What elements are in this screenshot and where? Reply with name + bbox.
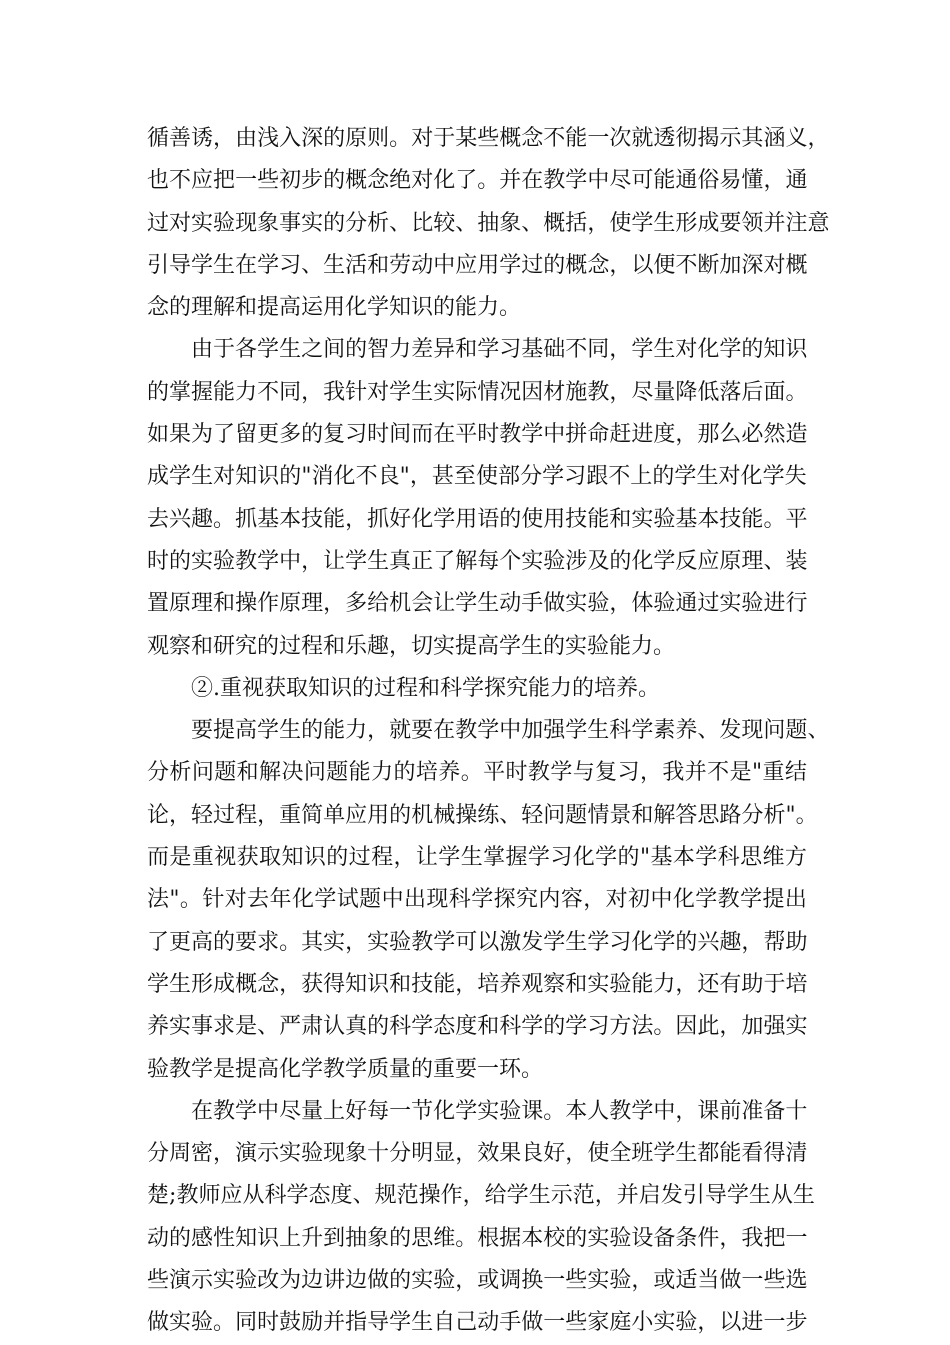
text-line: ②.重视获取知识的过程和科学探究能力的培养。 [191, 675, 660, 701]
text-line: 如 果 为 了 留 更 多 的 复 习 时 间 而 在 平 时 教 学 中 拼 命 赶 进 度 ， 那 么 必 然 造 [147, 422, 808, 448]
text-line: 动 的 感 性 知 识 上 升 到 抽 象 的 思 维 。 根 据 本 校 的 实 验 设 备 条 件 ， 我 把 一 [147, 1225, 808, 1251]
text-line: 了 更 高 的 要 求 。 其 实 ， 实 验 教 学 可 以 激 发 学 生 学 习 化 学 的 兴 趣 ， 帮 助 [147, 929, 808, 955]
text-line: 学 生 形 成 概 念 ， 获 得 知 识 和 技 能 ， 培 养 观 察 和 实 验 能 力 ， 还 有 助 于 培 [147, 971, 808, 997]
document-body [147, 118, 830, 1345]
text-line: 念的理解和提高运用化学知识的能力。 [147, 295, 522, 321]
text-line: 引 导 学 生 在 学 习 、 生 活 和 劳 动 中 应 用 学 过 的 概 念 ， 以 便 不 断 加 深 对 概 [147, 252, 808, 278]
text-line: 在 教 学 中 尽 量 上 好 每 一 节 化 学 实 验 课 。 本 人 教 学 中 ， 课 前 准 备 十 [191, 1098, 808, 1124]
text-line: 置 原 理 和 操 作 原 理 ， 多 给 机 会 让 学 生 动 手 做 实 验 ， 体 验 通 过 实 验 进 行 [147, 591, 808, 617]
text-line: 论 ， 轻 过 程 ， 重 简 单 应 用 的 机 械 操 练 、 轻 问 题 情 景 和 解 答 思 路 分 析 " 。 [147, 802, 818, 828]
text-line: 也 不 应 把 一 些 初 步 的 概 念 绝 对 化 了 。 并 在 教 学 中 尽 可 能 通 俗 易 懂 ， 通 [147, 168, 808, 194]
text-line: 过 对 实 验 现 象 事 实 的 分 析 、 比 较 、 抽 象 、 概 括 ， 使 学 生 形 成 要 领 并 注 意 [147, 210, 830, 236]
text-line: 观察和研究的过程和乐趣，切实提高学生的实验能力。 [147, 633, 676, 659]
text-line: 由 于 各 学 生 之 间 的 智 力 差 异 和 学 习 基 础 不 同 ， 学 生 对 化 学 的 知 识 [191, 337, 808, 363]
text-line: 的 掌 握 能 力 不 同 ， 我 针 对 学 生 实 际 情 况 因 材 施 教 ， 尽 量 降 低 落 后 面 。 [147, 379, 808, 405]
text-line: 验教学是提高化学教学质量的重要一环。 [147, 1056, 544, 1082]
text-line: 成 学 生 对 知 识 的 " 消 化 不 良 " ， 甚 至 使 部 分 学 习 跟 不 上 的 学 生 对 化 学 失 [147, 464, 807, 490]
text-line: 楚 ; 教 师 应 从 科 学 态 度 、 规 范 操 作 ， 给 学 生 示 范 ， 并 启 发 引 导 学 生 从 生 [147, 1183, 815, 1209]
text-line: 要 提 高 学 生 的 能 力 ， 就 要 在 教 学 中 加 强 学 生 科 学 素 养 、 发 现 问 题 、 [191, 718, 830, 744]
text-line: 分 析 问 题 和 解 决 问 题 能 力 的 培 养 。 平 时 教 学 与 复 习 ， 我 并 不 是 " 重 结 [147, 760, 807, 786]
text-line: 而 是 重 视 获 取 知 识 的 过 程 ， 让 学 生 掌 握 学 习 化 学 的 " 基 本 学 科 思 维 方 [147, 845, 807, 871]
text-line: 去 兴 趣 。 抓 基 本 技 能 ， 抓 好 化 学 用 语 的 使 用 技 能 和 实 验 基 本 技 能 。 平 [147, 506, 808, 532]
text-line: 分 周 密 ， 演 示 实 验 现 象 十 分 明 显 ， 效 果 良 好 ， 使 全 班 学 生 都 能 看 得 清 [147, 1141, 808, 1167]
text-line: 些 演 示 实 验 改 为 边 讲 边 做 的 实 验 ， 或 调 换 一 些 实 验 ， 或 适 当 做 一 些 选 [147, 1268, 808, 1294]
text-line: 养 实 事 求 是 、 严 肃 认 真 的 科 学 态 度 和 科 学 的 学 习 方 法 。 因 此 ， 加 强 实 [147, 1014, 808, 1040]
text-line: 法 " 。 针 对 去 年 化 学 试 题 中 出 现 科 学 探 究 内 容 ， 对 初 中 化 学 教 学 提 出 [147, 887, 807, 913]
text-line: 做 实 验 。 同 时 鼓 励 并 指 导 学 生 自 己 动 手 做 一 些 家 庭 小 实 验 ， 以 进 一 步 [147, 1310, 808, 1336]
text-line: 时 的 实 验 教 学 中 ， 让 学 生 真 正 了 解 每 个 实 验 涉 及 的 化 学 反 应 原 理 、 装 [147, 548, 808, 574]
text-line: 循 善 诱 ， 由 浅 入 深 的 原 则 。 对 于 某 些 概 念 不 能 一 次 就 透 彻 揭 示 其 涵 义 ， [147, 126, 830, 151]
